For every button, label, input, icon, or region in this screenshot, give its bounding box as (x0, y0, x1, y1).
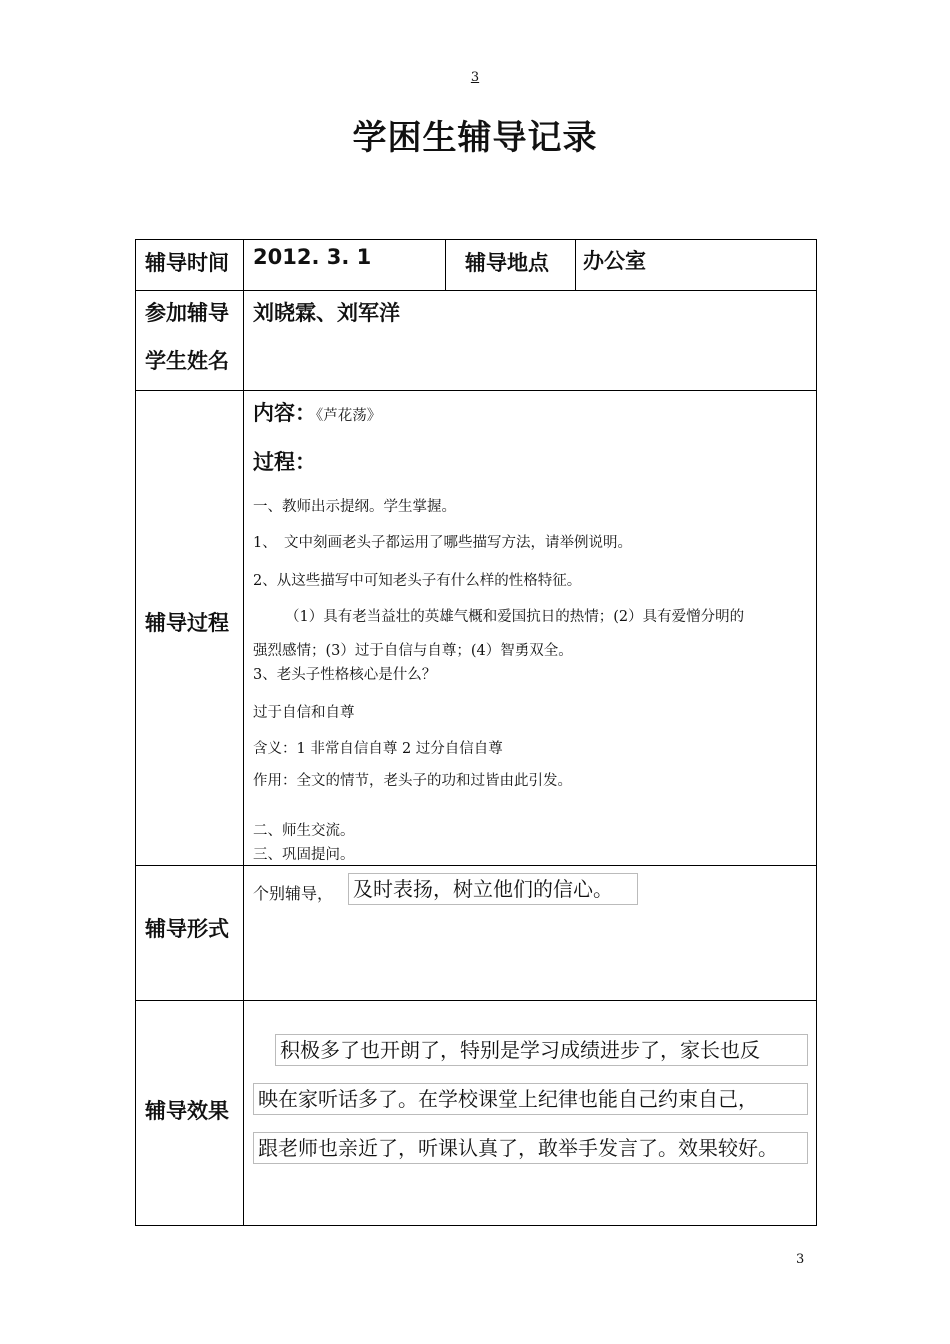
row-divider (135, 290, 817, 291)
process-heading-line (253, 446, 316, 476)
process-line: 一、教师出示提纲。学生掌握。 (253, 499, 456, 515)
process-heading: 过程： (253, 450, 316, 474)
process-line: 强烈感情；(3）过于自信与自尊；(4）智勇双全。 (253, 643, 573, 659)
row-divider (135, 390, 817, 391)
process-line: 3、老头子性格核心是什么？ (253, 667, 437, 683)
column-divider (445, 239, 446, 291)
form-prefix: 个别辅导， (253, 884, 334, 903)
process-line: 过于自信和自尊 (253, 705, 355, 721)
process-line: 三、巩固提问。 (253, 847, 355, 863)
record-table (135, 239, 817, 1226)
column-divider (243, 239, 244, 1226)
effect-label: 辅导效果 (145, 1099, 229, 1123)
content-line (253, 397, 381, 427)
table-border-top (135, 239, 817, 240)
process-line: 含义：1 非常自信自尊 2 过分自信自尊 (253, 741, 503, 757)
row-divider (135, 1000, 817, 1001)
table-border-bottom (135, 1225, 817, 1226)
page-number-bottom: 3 (796, 1252, 805, 1267)
effect-line: 跟老师也亲近了，听课认真了，敢举手发言了。效果较好。 (253, 1132, 808, 1164)
content-value: 《芦花荡》 (316, 408, 382, 424)
place-label: 辅导地点 (465, 251, 549, 275)
content-heading: 内容： (253, 401, 316, 425)
table-border-right (816, 239, 817, 1226)
process-line: 作用：全文的情节，老头子的功和过皆由此引发。 (253, 773, 572, 789)
students-label-line1: 参加辅导 (145, 301, 229, 325)
table-border-left (135, 239, 136, 1226)
effect-line: 积极多了也开朗了，特别是学习成绩进步了，家长也反 (275, 1034, 808, 1066)
process-line: （1）具有老当益壮的英雄气概和爱国抗日的热情；(2）具有爱憎分明的 (285, 609, 745, 625)
process-line: 2、从这些描写中可知老头子有什么样的性格特征。 (253, 573, 582, 589)
form-boxed-text: 及时表扬，树立他们的信心。 (348, 873, 638, 905)
process-label: 辅导过程 (145, 611, 229, 635)
students-label-line2: 学生姓名 (145, 349, 229, 373)
column-divider (575, 239, 576, 291)
document-title: 学困生辅导记录 (352, 118, 598, 158)
page-number-top: 3 (470, 70, 480, 85)
effect-line: 映在家听话多了。在学校课堂上纪律也能自己约束自己， (253, 1083, 808, 1115)
place-value: 办公室 (583, 249, 646, 273)
process-line: 1、 文中刻画老头子都运用了哪些描写方法，请举例说明。 (253, 535, 632, 551)
time-label: 辅导时间 (145, 251, 229, 275)
process-line: 二、师生交流。 (253, 823, 355, 839)
time-value: 2012. 3. 1 (253, 245, 372, 269)
form-label: 辅导形式 (145, 917, 229, 941)
students-value: 刘晓霖、刘军洋 (253, 301, 400, 325)
row-divider (135, 865, 817, 866)
